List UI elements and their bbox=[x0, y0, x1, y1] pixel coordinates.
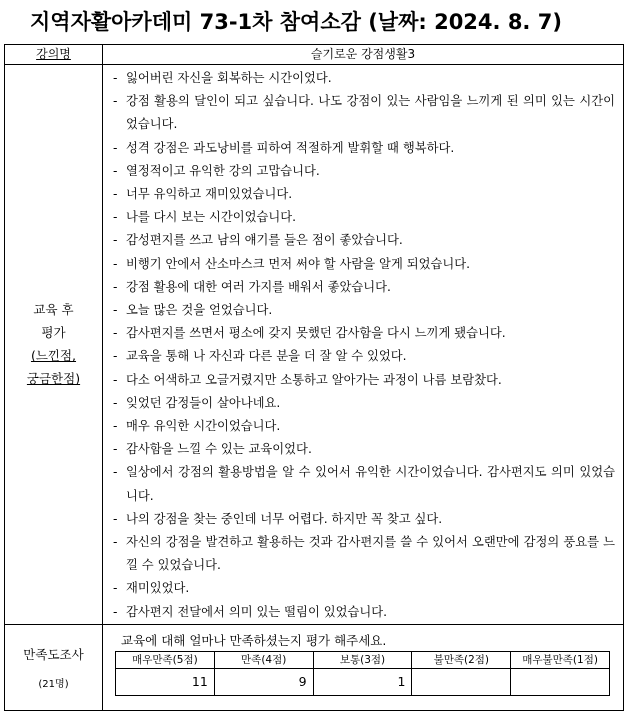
comment-item: - 감사함을 느낄 수 있는 교육이었다. bbox=[113, 438, 615, 461]
rating-value bbox=[412, 668, 511, 695]
rating-header: 매우만족(5점) bbox=[116, 651, 215, 668]
comment-item: - 일상에서 강점의 활용방법을 알 수 있어서 유익한 시간이었습니다. 감사편지도 의미 있었습니다. bbox=[113, 461, 615, 507]
comment-item: - 비행기 안에서 산소마스크 먼저 써야 할 사람을 알게 되었습니다. bbox=[113, 253, 615, 276]
survey-question: 교육에 대해 얼마나 만족하셨는지 평가 해주세요. bbox=[121, 632, 387, 648]
comment-item: - 감사편지 전달에서 의미 있는 떨림이 있었습니다. bbox=[113, 601, 615, 624]
comment-item: - 강점 활용에 대한 여러 가지를 배워서 좋았습니다. bbox=[113, 276, 615, 299]
comment-item: - 잊었던 감정들이 살아나네요. bbox=[113, 392, 615, 415]
rating-value bbox=[511, 668, 610, 695]
rating-header: 보통(3점) bbox=[313, 651, 412, 668]
survey-row bbox=[5, 624, 624, 710]
rating-table bbox=[115, 651, 610, 696]
header-row bbox=[5, 45, 624, 65]
comment-item: - 나의 강점을 찾는 중인데 너무 어렵다. 하지만 꼭 찾고 싶다. bbox=[113, 508, 615, 531]
comment-item: - 교육을 통해 나 자신과 다른 분을 더 잘 알 수 있었다. bbox=[113, 345, 615, 368]
header-lecture-label: 강의명 bbox=[5, 45, 103, 65]
evaluation-comments bbox=[103, 65, 624, 625]
rating-header: 불만족(2점) bbox=[412, 651, 511, 668]
evaluation-row bbox=[5, 65, 624, 625]
comment-item: - 나를 다시 보는 시간이었습니다. bbox=[113, 206, 615, 229]
comment-item: - 매우 유익한 시간이었습니다. bbox=[113, 415, 615, 438]
comment-item: - 성격 강점은 과도낭비를 피하여 적절하게 발휘할 때 행복하다. bbox=[113, 137, 615, 160]
page-title: 지역자활아카데미 73-1차 참여소감 (날짜: 2024. 8. 7) bbox=[30, 10, 562, 34]
rating-header: 매우불만족(1점) bbox=[511, 651, 610, 668]
comment-list bbox=[103, 65, 623, 624]
comment-item: - 열정적이고 유익한 강의 고맙습니다. bbox=[113, 160, 615, 183]
rating-header: 만족(4점) bbox=[214, 651, 313, 668]
rating-value: 1 bbox=[313, 668, 412, 695]
comment-item: - 너무 유익하고 재미있었습니다. bbox=[113, 183, 615, 206]
header-lecture-name: 슬기로운 강점생활3 bbox=[103, 45, 624, 65]
comment-item: - 잃어버린 자신을 회복하는 시간이었다. bbox=[113, 67, 615, 90]
survey-label: 만족도조사 (21명) bbox=[5, 624, 103, 710]
rating-value: 9 bbox=[214, 668, 313, 695]
comment-item: - 자신의 강점을 발견하고 활용하는 것과 감사편지를 쓸 수 있어서 오랜만에 감정의 풍요를 느낄 수 있었습니다. bbox=[113, 531, 615, 577]
comment-item: - 재미있었다. bbox=[113, 577, 615, 600]
comment-item: - 다소 어색하고 오글거렸지만 소통하고 알아가는 과정이 나름 보람찼다. bbox=[113, 369, 615, 392]
rating-value-row bbox=[116, 668, 610, 695]
rating-header-row bbox=[116, 651, 610, 668]
survey-content bbox=[103, 624, 624, 710]
comment-item: - 오늘 많은 것을 얻었습니다. bbox=[113, 299, 615, 322]
comment-item: - 강점 활용의 달인이 되고 싶습니다. 나도 강점이 있는 사람임을 느끼게 된 의미 있는 시간이었습니다. bbox=[113, 90, 615, 136]
respondent-count: (21명) bbox=[38, 678, 69, 690]
rating-value: 11 bbox=[116, 668, 215, 695]
comment-item: - 감사편지를 쓰면서 평소에 갖지 못했던 감사함을 다시 느끼게 됐습니다. bbox=[113, 322, 615, 345]
feedback-table bbox=[4, 44, 624, 711]
evaluation-label: 교육 후 평가 (느낀점, 궁금한점) bbox=[5, 65, 103, 625]
comment-item: - 감성편지를 쓰고 남의 얘기를 들은 점이 좋았습니다. bbox=[113, 229, 615, 252]
